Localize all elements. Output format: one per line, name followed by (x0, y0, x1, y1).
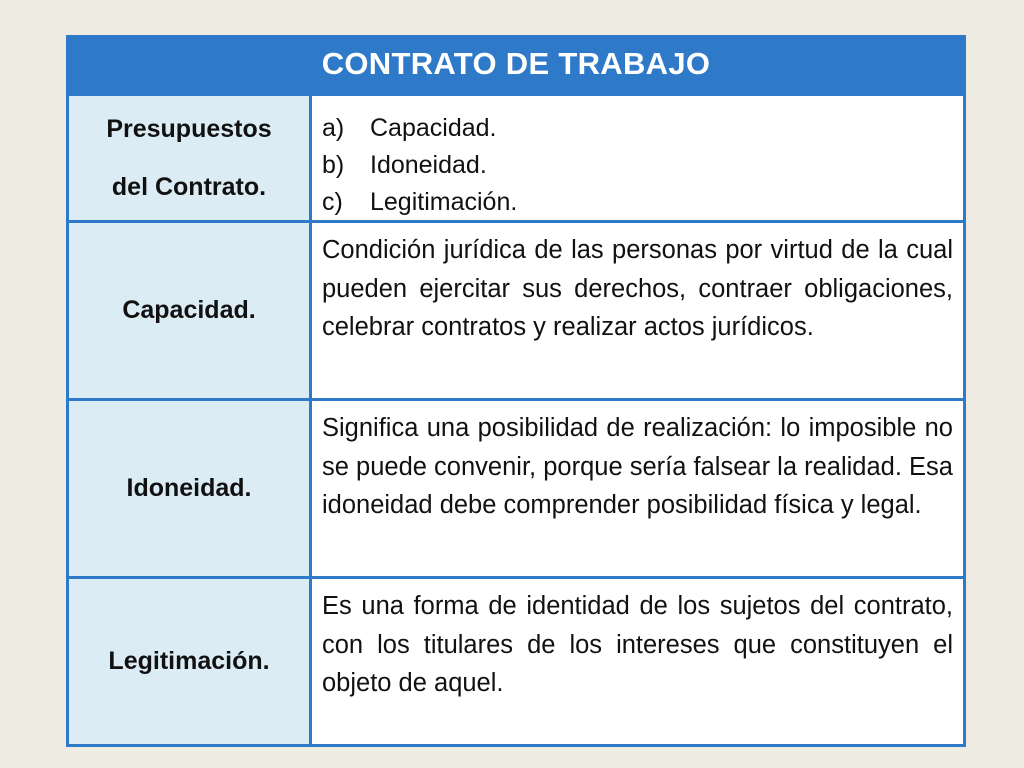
list-item (322, 184, 963, 221)
list-item-text: Capacidad. (370, 114, 497, 142)
presupuestos-list (312, 96, 963, 221)
content-capacidad: Condición jurídica de las personas por virtud de la cual pueden ejercitar sus derechos, contraer obligaciones, celebrar contratos y realizar actos jurídicos. (312, 223, 963, 398)
label-idoneidad: Idoneidad. (69, 401, 309, 576)
list-item (322, 147, 963, 184)
content-presupuestos (312, 96, 963, 220)
contract-table (66, 35, 966, 747)
list-item-text: Idoneidad. (370, 151, 487, 179)
content-idoneidad: Significa una posibilidad de realización: lo imposible no se puede convenir, porque sería falsear la realidad. Esa idoneidad debe comprender posibilidad física y legal. (312, 401, 963, 576)
list-marker: a) (322, 114, 345, 142)
table-title: CONTRATO DE TRABAJO (321, 46, 711, 81)
label-capacidad: Capacidad. (69, 223, 309, 398)
list-marker: b) (322, 151, 345, 179)
content-legitimacion: Es una forma de identidad de los sujetos del contrato, con los titulares de los intereses que constituyen el objeto de aquel. (312, 579, 963, 744)
label-presupuestos (69, 96, 309, 220)
list-marker: c) (322, 188, 343, 216)
label-line: del Contrato. (111, 173, 267, 201)
label-line: Presupuestos (106, 115, 272, 143)
list-item (322, 110, 963, 147)
list-item-text: Legitimación. (370, 188, 518, 216)
label-legitimacion: Legitimación. (69, 579, 309, 744)
